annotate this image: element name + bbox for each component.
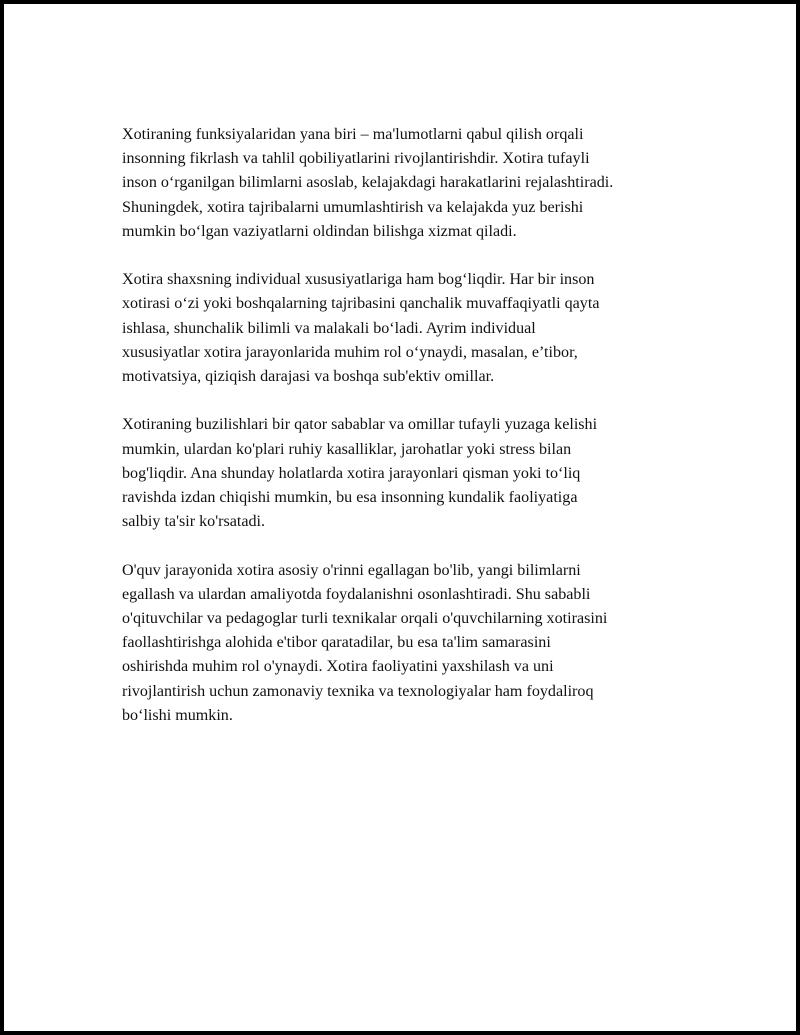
text-line: mumkin, ulardan ko'plari ruhiy kasalliklar, jarohatlar yoki stress bilan [122,440,572,458]
text-line: salbiy ta'sir ko'rsatadi. [122,513,266,531]
paragraph-3 [122,413,702,534]
text-line: faollashtirishga alohida e'tibor qaratadilar, bu esa ta'lim samarasini [122,634,551,652]
paragraph-1 [122,123,702,244]
text-line: o'qituvchilar va pedagoglar turli texnikalar orqali o'quvchilarning xotirasini [122,610,608,628]
paragraph-4 [122,559,702,728]
text-line: xotirasi oʻzi yoki boshqalarning tajribasini qanchalik muvaffaqiyatli qayta [122,295,600,313]
text-line: ishlasa, shunchalik bilimli va malakali boʻladi. Ayrim individual [122,319,536,337]
text-line: motivatsiya, qiziqish darajasi va boshqa sub'ektiv omillar. [122,368,495,386]
text-line: mumkin boʻlgan vaziyatlarni oldindan bilishga xizmat qiladi. [122,222,517,240]
text-line: inson oʻrganilgan bilimlarni asoslab, kelajakdagi harakatlarini rejalashtiradi. [122,174,614,192]
text-line: boʻlishi mumkin. [122,706,233,724]
text-line: oshirishda muhim rol o'ynaydi. Xotira faoliyatini yaxshilash va uni [122,658,554,676]
text-line: Xotiraning buzilishlari bir qator sabablar va omillar tufayli yuzaga kelishi [122,416,598,434]
document-body [122,123,702,752]
text-line: rivojlantirish uchun zamonaviy texnika va texnologiyalar ham foydaliroq [122,682,594,700]
text-line: ravishda izdan chiqishi mumkin, bu esa insonning kundalik faoliyatiga [122,489,578,507]
text-line: Xotira shaxsning individual xususiyatlariga ham bogʻliqdir. Har bir inson [122,271,595,289]
text-line: bog'liqdir. Ana shunday holatlarda xotira jarayonlari qisman yoki toʻliq [122,464,581,482]
paragraph-2 [122,268,702,389]
text-line: O'quv jarayonida xotira asosiy o'rinni egallagan bo'lib, yangi bilimlarni [122,561,581,579]
text-line: xususiyatlar xotira jarayonlarida muhim rol oʻynaydi, masalan, e’tibor, [122,343,578,361]
text-line: insonning fikrlash va tahlil qobiliyatlarini rivojlantirishdir. Xotira tufayli [122,150,590,168]
text-line: Xotiraning funksiyalaridan yana biri – ma'lumotlarni qabul qilish orqali [122,126,584,143]
text-line: egallash va ulardan amaliyotda foydalanishni osonlashtiradi. Shu sababli [122,585,591,603]
text-line: Shuningdek, xotira tajribalarni umumlashtirish va kelajakda yuz berishi [122,198,584,216]
